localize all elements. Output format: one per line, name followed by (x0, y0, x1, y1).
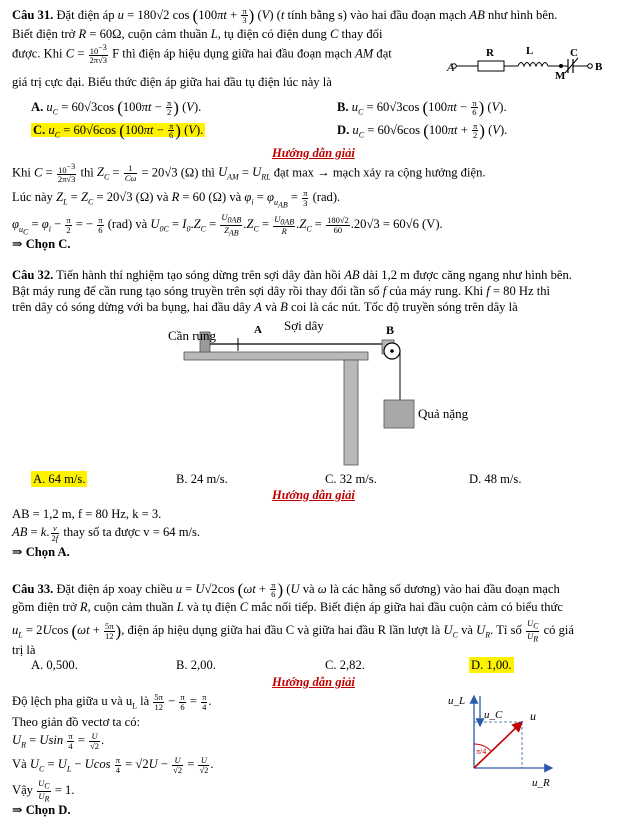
label-angle: π/4 (476, 747, 487, 756)
circuit-label-b: B (595, 61, 603, 73)
label-string: Sợi dây (284, 318, 324, 333)
q32-option-b[interactable]: B. 24 m/s. (176, 472, 228, 486)
q31-solution-line1: Khi C = $\frac{10^{-3}}{2\pi√3}$ thì $Z_C$ = $\frac{1}{C\omega}$ = 20√3 (Ω) thì $U_{AM} = U_{RL}$ đạt max → mạch xảy ra cộng hưởng điện. (12, 162, 486, 185)
table-top (184, 352, 368, 360)
q31-solution-line3: $\varphi_{u_C} = \varphi_i$ − $\frac{\pi}{2}$ = − $\frac{\pi}{6}$ (rad) và $U_{0C} = I_0.Z_C$ = $\frac{U_{0AB}}{Z_{AB}}$ $.Z_C$ = $\frac{U_{0AB}}{R}$ $.Z_C$ = $\frac{180√2}{60}$ .20√3 = 60√6 (V). (12, 212, 443, 238)
circuit-label-a: A (447, 60, 455, 74)
resistor-symbol (478, 61, 504, 71)
q32-solution-line2: AB = k. $\frac{v}{2f}$ thay số ta được v = 64 m/s. (12, 523, 201, 543)
q31-option-c[interactable]: C. $u_C = 60√6\cos$ (100πt − $\frac{\pi}{6}$ ) (V). (33, 120, 204, 141)
q33-option-a[interactable]: A. 0,500. (31, 658, 78, 672)
q32-number: Câu 32. (12, 268, 54, 282)
q31-option-a[interactable]: A. $u_C = 60√3\cos$ (100πt − $\frac{\pi}{2}$ ) (V). (31, 97, 202, 118)
q33-option-c[interactable]: C. 2,82. (325, 658, 365, 672)
q32-answer: ⇒ Chọn A. (12, 545, 70, 559)
q32-option-c[interactable]: C. 32 m/s. (325, 472, 377, 486)
weight-block (384, 400, 414, 428)
q31-number: Câu 31. (12, 7, 54, 22)
q33-line2: gồm điện trở R, cuộn cảm thuần L và tụ điện C mắc nối tiếp. Biết điện áp giữa hai đầu cuộn cảm có biểu thức (12, 600, 563, 614)
q32-apparatus-figure (160, 318, 490, 468)
q31-answer: ⇒ Chọn C. (12, 237, 71, 251)
label-a: A (254, 324, 262, 336)
label-u: u (530, 709, 536, 723)
q31-solution-line2: Lúc này $Z_L = Z_C = 20√3$ (Ω) và R = 60 (Ω) và $\varphi_i = \varphi_{u_{AB}}$ = $\frac{\pi}{3}$ (rad). (12, 188, 341, 210)
label-b: B (386, 323, 395, 337)
label-uc: u_C (484, 709, 503, 721)
q31-line3: được. Khi C = $\frac{10^{-3}}{2\pi√3}$ F thì điện áp hiệu dụng giữa hai đầu đoạn mạch AM đạt (12, 43, 392, 66)
table-leg (344, 360, 358, 465)
q33-line4: trị là (12, 643, 36, 657)
q33-solution-title: Hướng dẫn giải (272, 675, 355, 689)
q32-option-d[interactable]: D. 48 m/s. (469, 472, 522, 486)
label-weight: Quả nặng (418, 406, 469, 421)
label-ur: u_R (532, 777, 550, 789)
label-vibrator: Cần rung (168, 328, 217, 343)
circuit-label-m: M (555, 70, 566, 82)
q32-line3: trên dây có sóng dừng với ba bụng, hai đầu dây A và B coi là các nút. Tốc độ truyền sóng trên dây là (12, 300, 518, 314)
q33-solution-line2: Theo giản đồ vectơ ta có: (12, 715, 141, 729)
q32-solution-title: Hướng dẫn giải (272, 488, 355, 502)
q33-number: Câu 33. (12, 581, 54, 596)
q31-line2: Biết điện trở R = 60Ω, cuộn cảm thuần L, tụ điện có điện dung C thay đổi (12, 27, 383, 41)
q33-option-d[interactable]: D. 1,00. (471, 658, 512, 672)
q33-solution-line5: Vậy $\frac{U_C}{U_R}$ = 1. (12, 778, 75, 804)
q32-line2: Bật máy rung để cần rung tạo sóng truyền trên sợi dây rồi thay đổi tần số f của máy rung. Khi f = 80 Hz thì (12, 284, 551, 298)
circuit-label-r: R (486, 47, 494, 59)
q31-line1: Câu 31. Đặt điện áp u = 180√2 cos (100πt + $\frac{\pi}{3}$ ) (V) (t tính bằng s) vào hai đầu đoạn mạch AB như hình bên. (12, 5, 558, 26)
q32-line1: Câu 32. Tiến hành thí nghiệm tạo sóng dừng trên sợi dây đàn hồi AB dài 1,2 m được căng ngang như hình bên. (12, 268, 572, 282)
q33-line3: $u_L = 2Ucos$ (ωt + $\frac{5\pi}{12}$ ), điện áp hiệu dụng giữa hai đầu C và giữa hai đầu R lần lượt là $U_C$ và $U_R$. Tỉ số $\frac{U_C}{U_R}$ có giá (12, 618, 574, 644)
inductor-symbol (518, 63, 548, 67)
q33-solution-line4: Và $U_C = U_L - Ucos$ $\frac{\pi}{4}$ = √2U − $\frac{U}{√2}$ = $\frac{U}{√2}$ . (12, 755, 214, 775)
label-ul: u_L (448, 695, 466, 707)
q33-answer: ⇒ Chọn D. (12, 803, 71, 817)
q31-option-b[interactable]: B. $u_C = 60√3\cos$ (100πt − $\frac{\pi}{6}$ ) (V). (337, 97, 507, 118)
q31-line4: giá trị cực đại. Biểu thức điện áp giữa hai đầu tụ điện lúc này là (12, 75, 332, 89)
q33-solution-line1: Độ lệch pha giữa u và $u_L$ là $\frac{5\pi}{12}$ − $\frac{\pi}{6}$ = $\frac{\pi}{4}$ . (12, 692, 212, 712)
circuit-label-l: L (526, 45, 534, 57)
circuit-label-c: C (570, 47, 578, 59)
q33-option-b[interactable]: B. 2,00. (176, 658, 216, 672)
q31-solution-title: Hướng dẫn giải (272, 146, 355, 160)
q33-line1: Câu 33. Đặt điện áp xoay chiều u = U√2cos (ωt + $\frac{\pi}{6}$ ) (U và ω là các hằng số dương) vào hai đầu đoạn mạch (12, 579, 560, 600)
q33-solution-line3: $U_R = Usin$ $\frac{\pi}{4}$ = $\frac{U}{√2}$ . (12, 731, 105, 751)
q32-solution-line1: AB = 1,2 m, f = 80 Hz, k = 3. (12, 507, 162, 521)
q32-option-a[interactable]: A. 64 m/s. (33, 472, 86, 486)
q33-vector-diagram (448, 688, 568, 794)
q31-circuit-diagram (448, 42, 624, 80)
q31-option-d[interactable]: D. $u_C = 60√6\cos$ (100πt + $\frac{\pi}{2}$ ) (V). (337, 120, 508, 141)
